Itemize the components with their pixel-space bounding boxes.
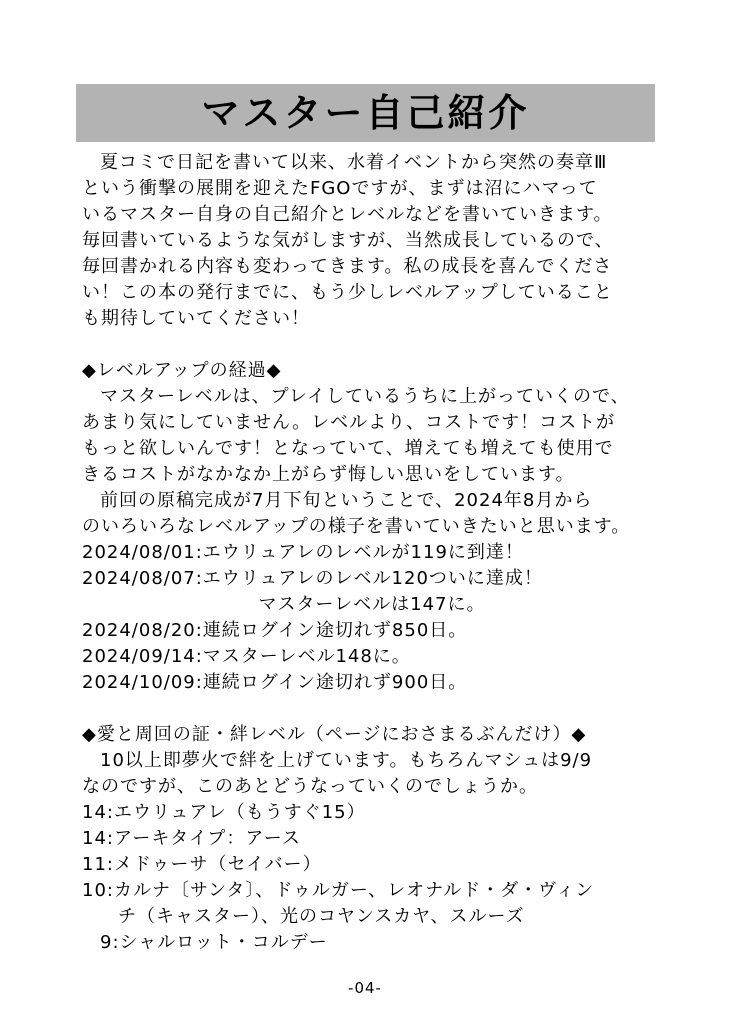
- log-entry: 2024/10/09:連続ログイン途切れず900日。: [82, 672, 468, 693]
- section1-line: もっと欲しいんです！となっていて、増えても増えても使用で: [82, 438, 614, 459]
- log-entry: マスターレベルは147に。: [258, 594, 486, 615]
- bond-level-entry: 14:エウリュアレ（もうすぐ15）: [82, 802, 366, 823]
- section2-line: なのですが、このあとどうなっていくのでしょうか。: [82, 776, 538, 797]
- section-heading-bond: ◆愛と周回の証・絆レベル（ページにおさまるぶんだけ）◆: [82, 724, 587, 745]
- page-title: マスター自己紹介: [201, 91, 530, 135]
- bond-level-entry: 10:カルナ〔サンタ〕、ドゥルガー、レオナルド・ダ・ヴィン: [82, 880, 595, 901]
- section-heading-levelup: ◆レベルアップの経過◆: [82, 360, 282, 381]
- intro-line: という衝撃の展開を迎えたFGOですが、まずは沼にハマって: [82, 178, 598, 199]
- section1-line: あまり気にしていません。レベルより、コストです！コストが: [82, 412, 616, 433]
- bond-level-entry: 9:シャルロット・コルデー: [100, 932, 328, 953]
- intro-line: 毎回書かれる内容も変わってきます。私の成長を喜んでくださ: [82, 256, 613, 277]
- section1-line: 前回の原稿完成が7月下旬ということで、2024年8月から: [100, 490, 593, 511]
- section1-line: のいろいろなレベルアップの様子を書いていきたいと思います。: [82, 516, 631, 537]
- intro-line: 毎回書いているような気がしますが、当然成長しているので、: [82, 230, 614, 251]
- spacer: [82, 332, 662, 358]
- title-banner: [76, 84, 655, 142]
- bond-level-entry: 14:アーキタイプ：アース: [82, 828, 301, 849]
- article-body: [82, 150, 662, 956]
- section1-line: きるコストがなかなか上がらず悔しい思いをしています。: [82, 464, 575, 485]
- intro-line: いるマスター自身の自己紹介とレベルなどを書いていきます。: [82, 204, 613, 225]
- log-entry: 2024/08/01:エウリュアレのレベルが119に到達！: [82, 542, 524, 563]
- bond-level-entry: 11:メドゥーサ（セイバー）: [82, 854, 322, 875]
- intro-line: 夏コミで日記を書いて以来、水着イベントから突然の奏章Ⅲ: [100, 152, 608, 173]
- section1-line: マスターレベルは、プレイしているうちに上がっていくので、: [100, 386, 630, 407]
- intro-line: も期待していてください！: [82, 308, 310, 329]
- page-number: -04-: [348, 979, 382, 997]
- spacer: [82, 696, 662, 722]
- intro-line: い！この本の発行までに、もう少しレベルアップしていること: [82, 282, 613, 303]
- log-entry: 2024/08/20:連続ログイン途切れず850日。: [82, 620, 468, 641]
- log-entry: 2024/09/14:マスターレベル148に。: [82, 646, 411, 667]
- bond-level-entry: チ（キャスター）、光のコヤンスカヤ、スルーズ: [118, 906, 525, 927]
- section2-line: 10以上即夢火で絆を上げています。もちろんマシュは9/9: [100, 750, 593, 771]
- log-entry: 2024/08/07:エウリュアレのレベル120ついに達成！: [82, 568, 543, 589]
